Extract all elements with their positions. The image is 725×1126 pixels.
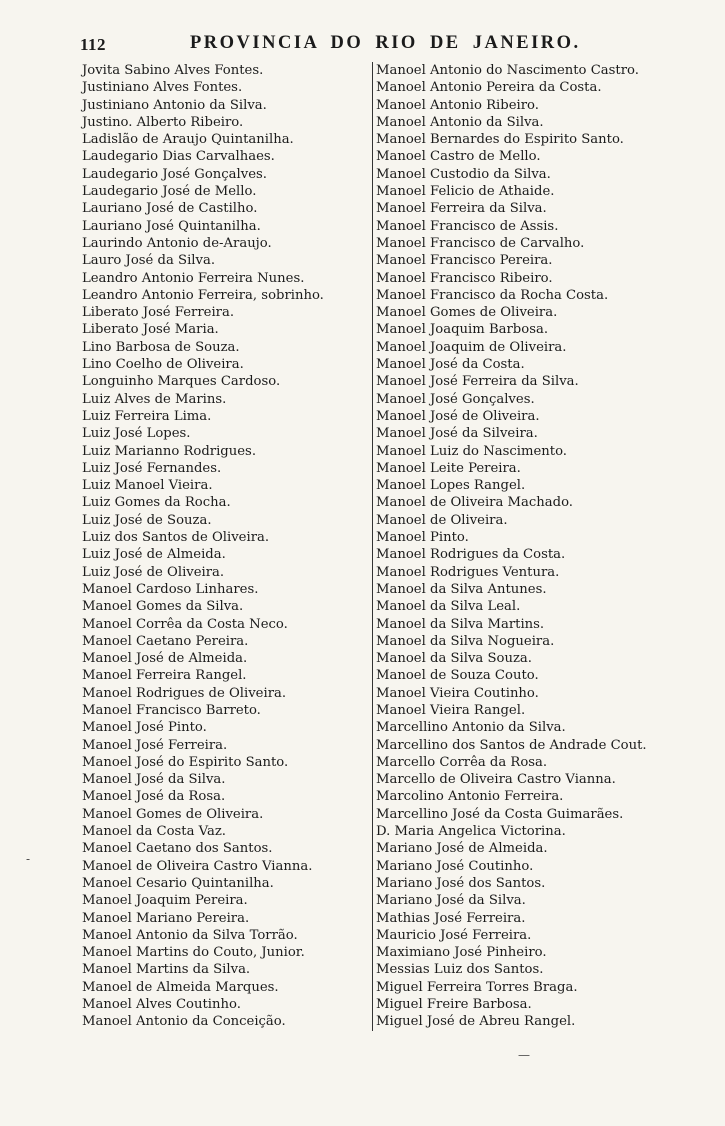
name-entry: Luiz José Lopes.: [82, 426, 191, 442]
name-entry: Manoel Francisco de Assis.: [376, 218, 559, 234]
name-entry: Manoel Cesario Quintanilha.: [82, 875, 274, 891]
name-entry: Laurindo Antonio de-Araujo.: [82, 235, 272, 251]
name-entry: Luiz José Fernandes.: [82, 460, 222, 476]
name-entry: Mariano José dos Santos.: [376, 875, 546, 891]
name-entry: Manoel Antonio Pereira da Costa.: [376, 80, 602, 96]
name-entry: Manoel de Almeida Marques.: [82, 979, 279, 995]
name-entry: Lino Coelho de Oliveira.: [82, 357, 244, 373]
name-entry: Luiz Ferreira Lima.: [82, 408, 212, 424]
name-entry: D. Maria Angelica Victorina.: [376, 824, 566, 840]
name-entry: Manoel da Silva Nogueira.: [376, 633, 555, 649]
name-entry: Manoel Felicio de Athaide.: [376, 184, 555, 200]
name-entry: Manoel Antonio Ribeiro.: [376, 97, 539, 113]
stray-mark: -: [26, 852, 31, 866]
name-entry: Manoel Francisco Pereira.: [376, 253, 553, 269]
name-entry: Manoel Alves Coutinho.: [82, 997, 241, 1013]
name-entry: Luiz Alves de Marins.: [82, 391, 227, 407]
name-entry: Lauriano José Quintanilha.: [82, 218, 261, 234]
name-entry: Manoel Ferreira Rangel.: [82, 668, 247, 684]
name-entry: Manoel Rodrigues Ventura.: [376, 564, 560, 580]
name-entry: Manoel Francisco Barreto.: [82, 702, 261, 718]
name-entry: Luiz Manoel Vieira.: [82, 478, 213, 494]
name-entry: Manoel José da Rosa.: [82, 789, 226, 805]
running-title: PROVINCIA DO RIO DE JANEIRO.: [190, 33, 581, 53]
name-entry: Lauriano José de Castilho.: [82, 201, 258, 217]
name-entry: Liberato José Maria.: [82, 322, 219, 338]
name-entry: Manoel Vieira Rangel.: [376, 702, 526, 718]
name-entry: Manoel Martins da Silva.: [82, 962, 251, 978]
name-entry: Luiz José de Almeida.: [82, 547, 226, 563]
name-entry: Manoel Francisco Ribeiro.: [376, 270, 553, 286]
name-entry: Manoel Vieira Coutinho.: [376, 685, 539, 701]
name-entry: Lino Barbosa de Souza.: [82, 339, 240, 355]
name-entry: Longuinho Marques Cardoso.: [82, 374, 281, 390]
name-entry: Manoel Caetano Pereira.: [82, 633, 249, 649]
name-entry: Manoel Antonio da Silva.: [376, 114, 544, 130]
name-entry: Luiz José de Souza.: [82, 512, 212, 528]
name-entry: Manoel José da Silveira.: [376, 426, 538, 442]
name-entry: Manoel José do Espirito Santo.: [82, 754, 289, 770]
name-entry: Laudegario José Gonçalves.: [82, 166, 267, 182]
name-entry: Manoel Rodrigues da Costa.: [376, 547, 566, 563]
name-entry: Manoel Gomes de Oliveira.: [82, 806, 264, 822]
name-entry: Manoel de Oliveira Castro Vianna.: [82, 858, 313, 874]
name-entry: Manoel Cardoso Linhares.: [82, 581, 259, 597]
name-entry: Luiz dos Santos de Oliveira.: [82, 530, 270, 546]
name-entry: Manoel Ferreira da Silva.: [376, 201, 547, 217]
name-entry: Manoel da Silva Souza.: [376, 651, 532, 667]
name-entry: Manoel Castro de Mello.: [376, 149, 541, 165]
name-entry: Manoel Luiz do Nascimento.: [376, 443, 567, 459]
name-entry: Manoel de Oliveira.: [376, 512, 508, 528]
name-entry: Luiz José de Oliveira.: [82, 564, 225, 580]
name-entry: Manoel Joaquim de Oliveira.: [376, 339, 567, 355]
name-entry: Mathias José Ferreira.: [376, 910, 526, 926]
name-entry: Justiniano Alves Fontes.: [82, 80, 243, 96]
name-entry: Luiz Marianno Rodrigues.: [82, 443, 257, 459]
name-entry: Justiniano Antonio da Silva.: [82, 97, 267, 113]
name-entry: Manoel Lopes Rangel.: [376, 478, 526, 494]
stray-mark: —: [518, 1048, 530, 1062]
name-entry: Manoel Custodio da Silva.: [376, 166, 551, 182]
name-entry: Marcellino Antonio da Silva.: [376, 720, 566, 736]
name-entry: Manoel Joaquim Barbosa.: [376, 322, 549, 338]
name-entry: Manoel Bernardes do Espirito Santo.: [376, 132, 624, 148]
name-entry: Messias Luiz dos Santos.: [376, 962, 544, 978]
name-entry: Miguel Freire Barbosa.: [376, 997, 532, 1013]
name-entry: Manoel da Silva Martins.: [376, 616, 545, 632]
name-entry: Mariano José da Silva.: [376, 893, 526, 909]
name-entry: Luiz Gomes da Rocha.: [82, 495, 231, 511]
left-name-column: [82, 62, 366, 1031]
name-entry: Ladislão de Araujo Quintanilha.: [82, 132, 294, 148]
name-entry: Marcellino José da Costa Guimarães.: [376, 806, 624, 822]
name-entry: Marcello de Oliveira Castro Vianna.: [376, 772, 616, 788]
name-entry: Jovita Sabino Alves Fontes.: [82, 63, 264, 78]
name-entry: Manoel Francisco de Carvalho.: [376, 235, 585, 251]
name-entry: Manoel Corrêa da Costa Neco.: [82, 616, 288, 632]
name-entry: Manoel Pinto.: [376, 530, 469, 546]
name-entry: Marcolino Antonio Ferreira.: [376, 789, 564, 805]
name-entry: Mariano José de Almeida.: [376, 841, 548, 857]
name-entry: Manoel José de Oliveira.: [376, 408, 540, 424]
name-entry: Manoel Antonio do Nascimento Castro.: [376, 63, 639, 78]
name-entry: Marcello Corrêa da Rosa.: [376, 754, 548, 770]
name-entry: Manoel Gomes da Silva.: [82, 599, 244, 615]
name-entry: Maximiano José Pinheiro.: [376, 945, 547, 961]
name-entry: Manoel José da Costa.: [376, 357, 525, 373]
name-entry: Manoel José de Almeida.: [82, 651, 248, 667]
name-entry: Manoel da Costa Vaz.: [82, 824, 226, 840]
name-entry: Marcellino dos Santos de Andrade Cout.: [376, 737, 647, 753]
name-entry: Mauricio José Ferreira.: [376, 927, 532, 943]
name-entry: Manoel José da Silva.: [82, 772, 226, 788]
name-entry: Manoel de Oliveira Machado.: [376, 495, 573, 511]
name-entry: Manoel Antonio da Conceição.: [82, 1014, 286, 1030]
page-number: 112: [80, 35, 107, 54]
name-entry: Manoel Francisco da Rocha Costa.: [376, 287, 609, 303]
name-entry: Manoel Caetano dos Santos.: [82, 841, 273, 857]
name-entry: Miguel Ferreira Torres Braga.: [376, 979, 578, 995]
name-entry: Mariano José Coutinho.: [376, 858, 534, 874]
name-entry: Manoel Joaquim Pereira.: [82, 893, 248, 909]
name-entry: Leandro Antonio Ferreira Nunes.: [82, 270, 305, 286]
name-entry: Manoel Martins do Couto, Junior.: [82, 945, 305, 961]
name-entry: Justino. Alberto Ribeiro.: [82, 114, 244, 130]
name-entry: Manoel Rodrigues de Oliveira.: [82, 685, 287, 701]
name-entry: Manoel José Gonçalves.: [376, 391, 535, 407]
name-entry: Manoel da Silva Leal.: [376, 599, 521, 615]
name-entry: Manoel José Ferreira.: [82, 737, 228, 753]
name-entry: Miguel José de Abreu Rangel.: [376, 1014, 576, 1030]
name-entry: Manoel José Ferreira da Silva.: [376, 374, 579, 390]
right-name-column: [372, 62, 676, 1031]
name-entry: Manoel da Silva Antunes.: [376, 581, 547, 597]
name-entry: Manoel Gomes de Oliveira.: [376, 305, 558, 321]
name-entry: Manoel de Souza Couto.: [376, 668, 539, 684]
name-entry: Leandro Antonio Ferreira, sobrinho.: [82, 287, 324, 303]
name-entry: Manoel Leite Pereira.: [376, 460, 521, 476]
name-entry: Laudegario Dias Carvalhaes.: [82, 149, 275, 165]
name-entry: Manoel José Pinto.: [82, 720, 207, 736]
name-entry: Liberato José Ferreira.: [82, 305, 235, 321]
name-entry: Manoel Antonio da Silva Torrão.: [82, 927, 298, 943]
name-entry: Manoel Mariano Pereira.: [82, 910, 250, 926]
name-entry: Lauro José da Silva.: [82, 253, 216, 269]
name-entry: Laudegario José de Mello.: [82, 184, 257, 200]
